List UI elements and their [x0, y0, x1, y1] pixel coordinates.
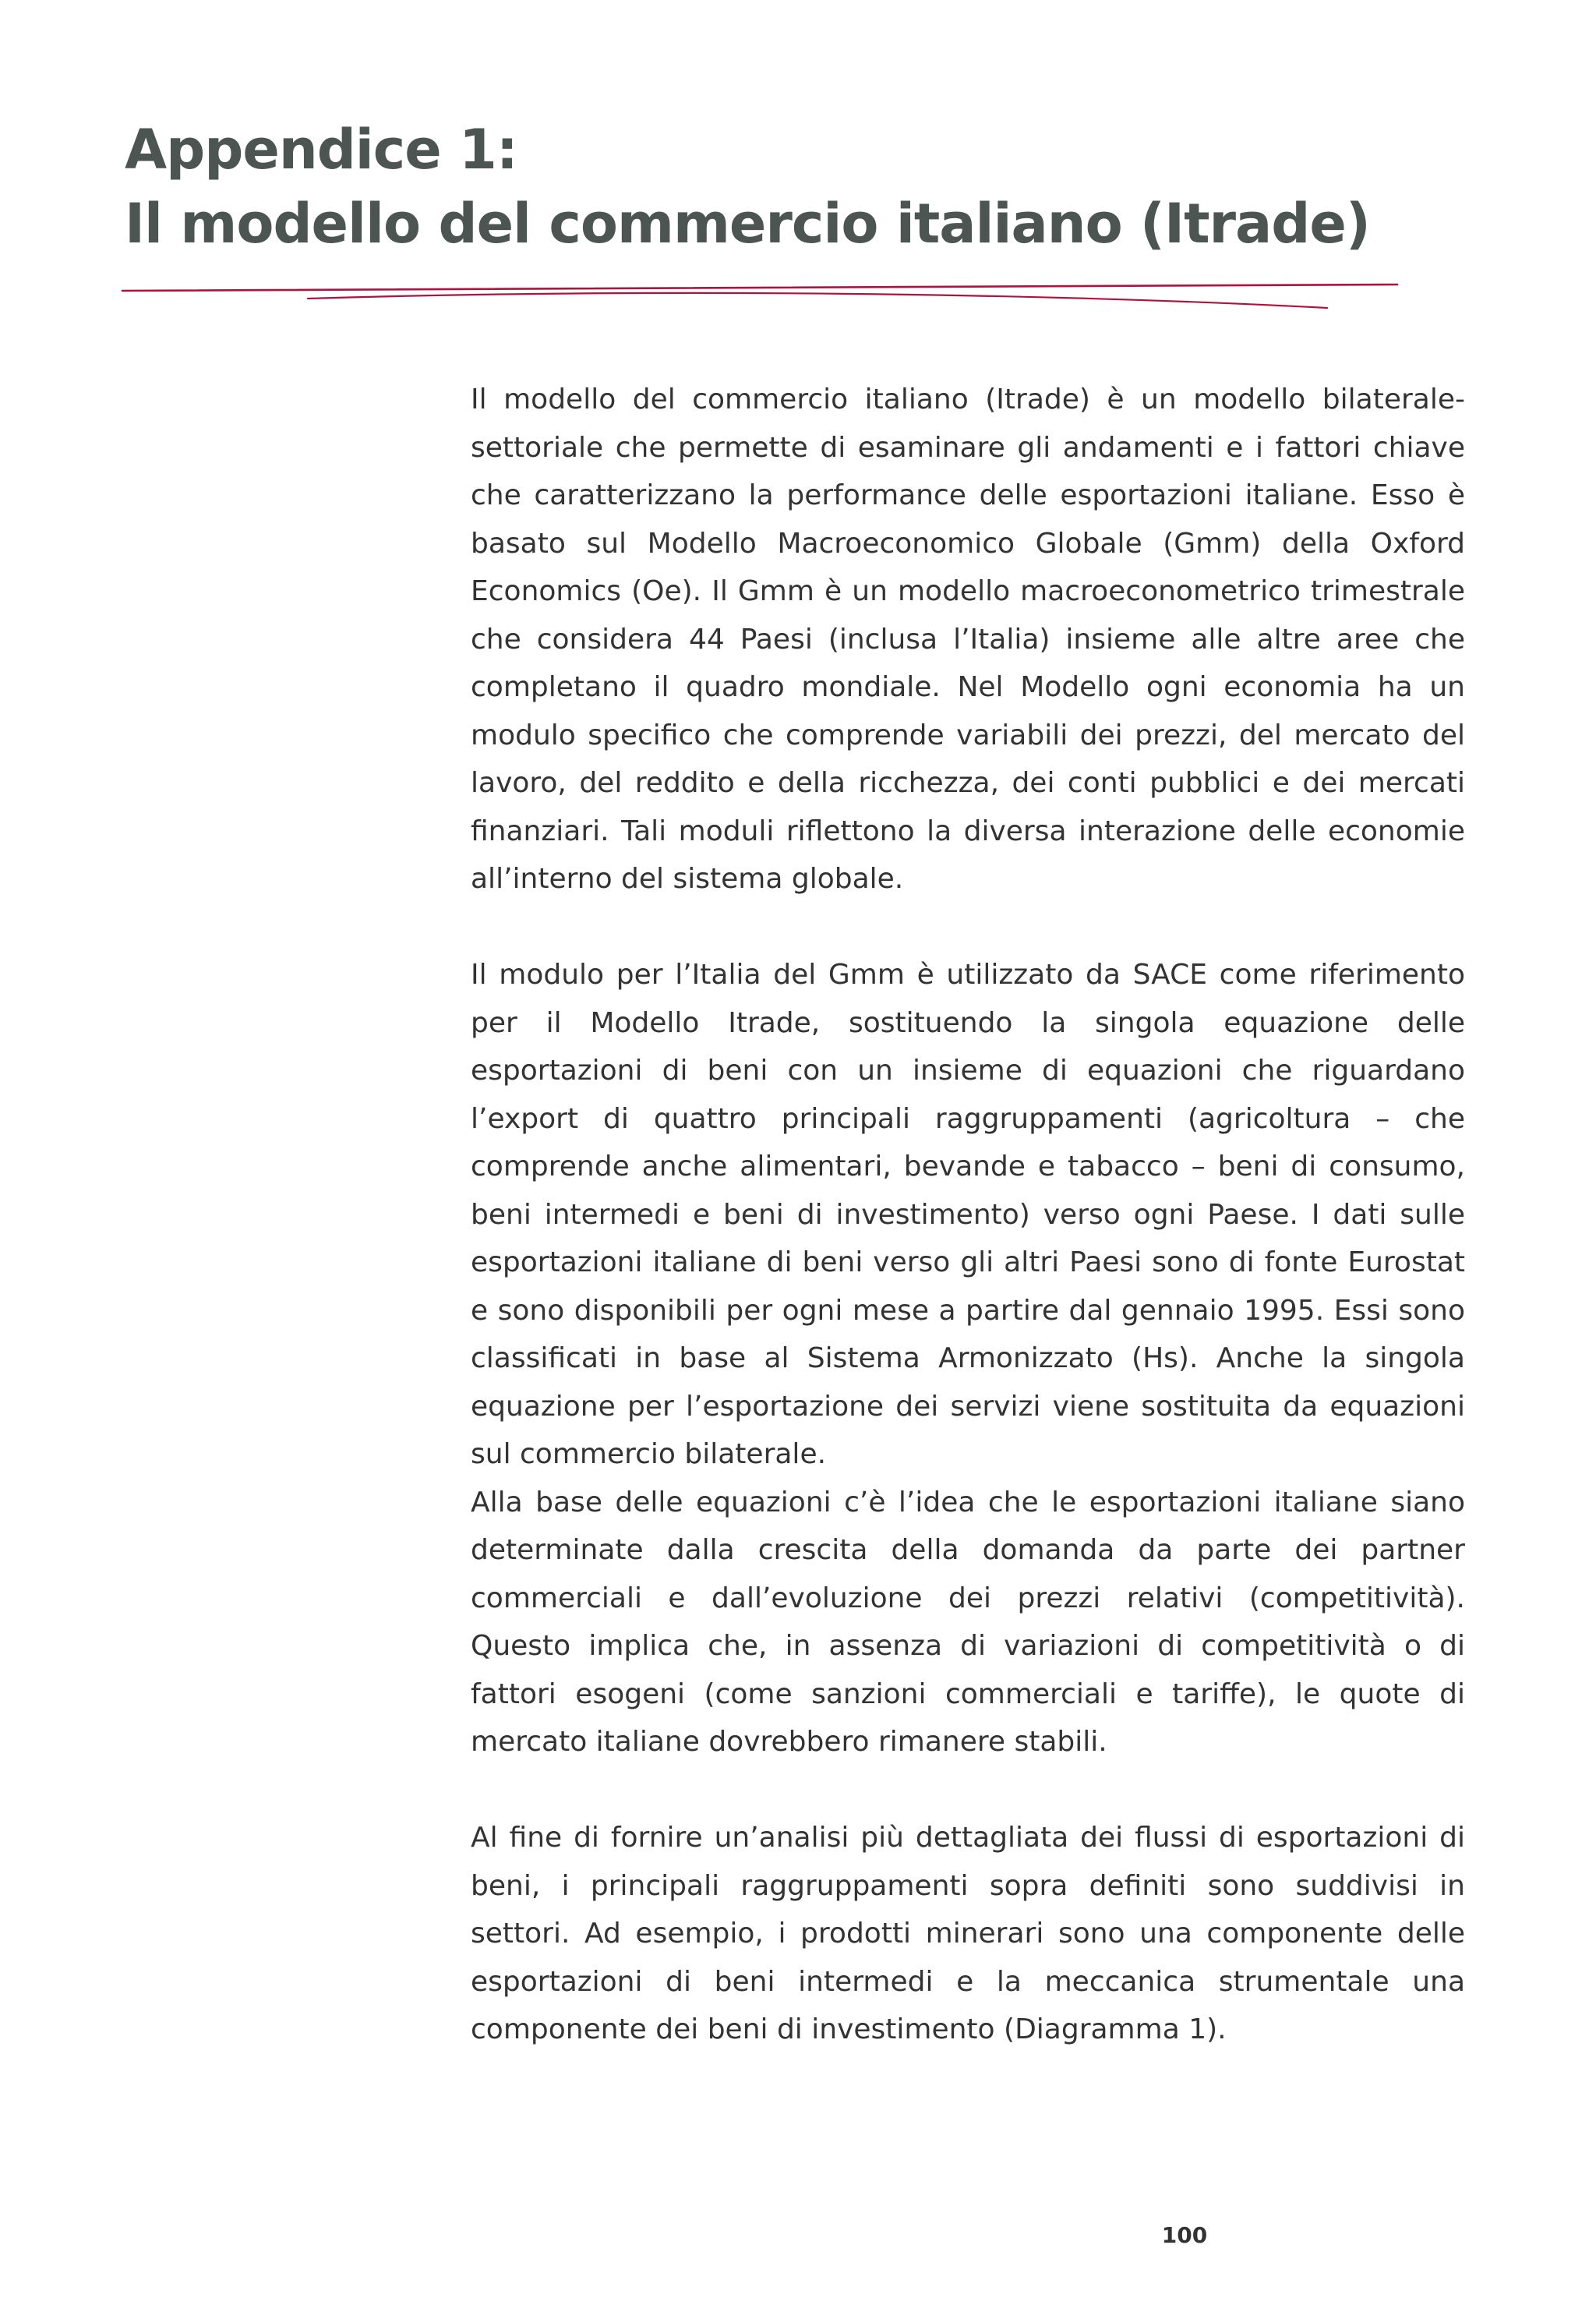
paragraph-4: Al fine di fornire un’analisi più dettagliata dei flussi di esportazioni di beni, i principali raggruppamenti sopra definiti sono suddivisi in settori. Ad esempio, i prodotti minerari sono una componente delle esportazioni di beni intermedi e la meccanica strumentale una componente dei beni di investimento (Diagramma 1). [471, 1822, 1465, 2045]
paragraph-1: Il modello del commercio italiano (Itrade) è un modello bilaterale-settoriale che permette di esaminare gli andamenti e i fattori chiave che caratterizzano la performance delle esportazioni italiane. Esso è basato sul Modello Macroeconomico Globale (Gmm) della Oxford Economics (Oe). Il Gmm è un modello macroeconometrico trimestrale che considera 44 Paesi (inclusa l’Italia) insieme alle altre aree che completano il quadro mondiale. Nel Modello ogni economia ha un modulo specifico che comprende variabili dei prezzi, del mercato del lavoro, del reddito e della ricchezza, dei conti pubblici e dei mercati finanziari. Tali moduli riflettono la diversa interazione delle economie all’interno del sistema globale. [471, 384, 1465, 895]
title-line-2: Il modello del commercio italiano (Itrade) [125, 192, 1370, 256]
paragraph-3: Alla base delle equazioni c’è l’idea che le esportazioni italiane siano determinate dalla crescita della domanda da parte dei partner commerciali e dall’evoluzione dei prezzi relativi (competitività). Questo implica che, in assenza di variazioni di competitività o di fattori esogeni (come sanzioni commerciali e tariffe), le quote di mercato italiane dovrebbero rimanere stabili. [471, 1486, 1465, 1758]
paragraph-2: Il modulo per l’Italia del Gmm è utilizzato da SACE come riferimento per il Modello Itrade, sostituendo la singola equazione delle esportazioni di beni con un insieme di equazioni che riguardano l’export di quattro principali raggruppamenti (agricoltura – che comprende anche alimentari, bevande e tabacco – beni di consumo, beni intermedi e beni di investimento) verso ogni Paese. I dati sulle esportazioni italiane di beni verso gli altri Paesi sono di fonte Eurostat e sono disponibili per ogni mese a partire dal gennaio 1995. Essi sono classificati in base al Sistema Armonizzato (Hs). Anche la singola equazione per l’esportazione dei servizi viene sostituita da equazioni sul commercio bilaterale. [471, 959, 1465, 1470]
underline-stroke-main [122, 285, 1397, 291]
title-line-1: Appendice 1: [125, 118, 517, 182]
title-underline [121, 277, 1399, 316]
page-title [125, 113, 1411, 261]
underline-stroke-secondary [308, 293, 1327, 308]
page-number: 100 [1161, 2222, 1208, 2248]
body-text [471, 376, 1465, 2054]
